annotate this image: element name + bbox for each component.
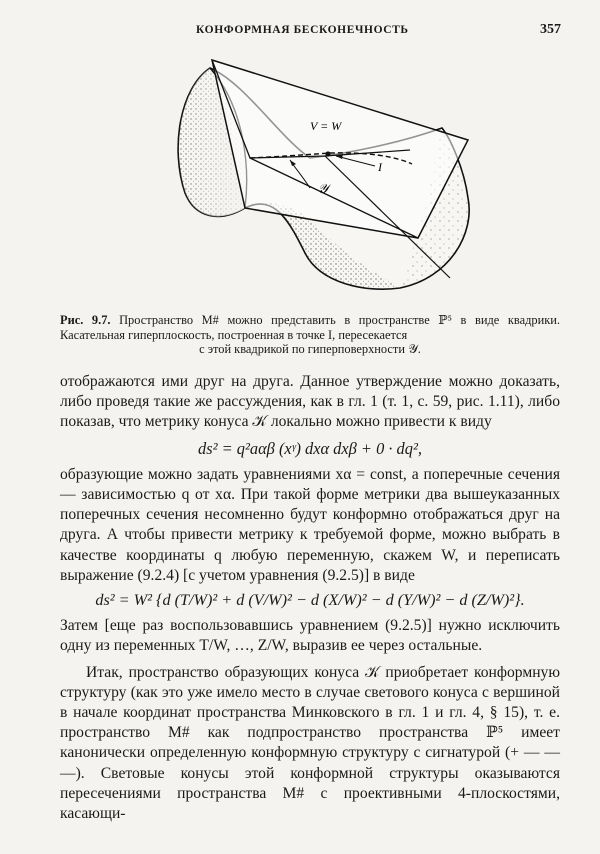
point-i [325,151,330,156]
equation-2: ds² = W² {d (T/W)² + d (V/W)² − d (X/W)² − d (Y/W)² − d (Z/W)²}. [95,591,525,610]
label-i: I [378,160,382,174]
caption-line-1: Пространство M# можно представить в пространстве ℙ⁵ в виде [119,313,500,327]
paragraph-3: Затем [еще раз воспользовавшись уравнением (9.2.5)] нужно исключить одну из переменных T/W, …, Z/W, выразив ее через остальные. [60,617,560,655]
paragraph-4: Итак, пространство образующих конуса 𝒦 приобретает конформную структуру (как это уже имело место в случае светового конуса с вершиной в начале координат пространства Минковского в гл. 1 и гл. 4, § 15), т. е. пространство M# как подпространство пространства ℙ⁵ имеет канонически определенную конформную структуру с сигнатурой (+ — — —). Световые конусы этой конформной структуры оказываются пересечениями пространства M# с проективными 4-плоскостями, касающи- [60,663,560,823]
paragraph-2: образующие можно задать уравнениями xα = const, а поперечные сечения — зависимостью q от xα. При такой форме метрики два вышеуказанных поперечных сечения несомненно будут конформно отображаться друг на друга. А чтобы привести метрику к требуемой форме, можно выбрать в качестве координаты q любую переменную, скажем W, и переписать выражение (9.2.4) [с учетом уравнения (9.2.5)] в виде [60,465,560,584]
label-v-equals-w: V = W [310,119,342,133]
main-text [60,372,560,824]
label-y: 𝒴 [318,181,329,196]
caption-line-3: с этой квадрикой по гиперповерхности 𝒴. [199,342,421,356]
paragraph-1: отображаются ими друг на друга. Данное утверждение можно доказать, либо проведя такие же рассуждения, как в гл. 1 (т. 1, с. 59, рис. 1.11), либо показав, что метрику конуса 𝒦 локально можно привести к виду [60,373,560,431]
page-number: 357 [540,22,561,37]
running-head: КОНФОРМНАЯ БЕСКОНЕЧНОСТЬ [196,24,409,36]
figure-caption [60,313,560,357]
quadric-figure [150,48,490,310]
hyperplane [212,60,468,238]
caption-label: Рис. 9.7. [60,313,111,327]
caption-line-2: квадрики. Касательная гиперплоскость, построенная в точке I, пересекается [60,313,560,342]
equation-1: ds² = q²aαβ (xᵞ) dxα dxβ + 0 · dq², [198,438,422,458]
page-header [0,22,600,42]
